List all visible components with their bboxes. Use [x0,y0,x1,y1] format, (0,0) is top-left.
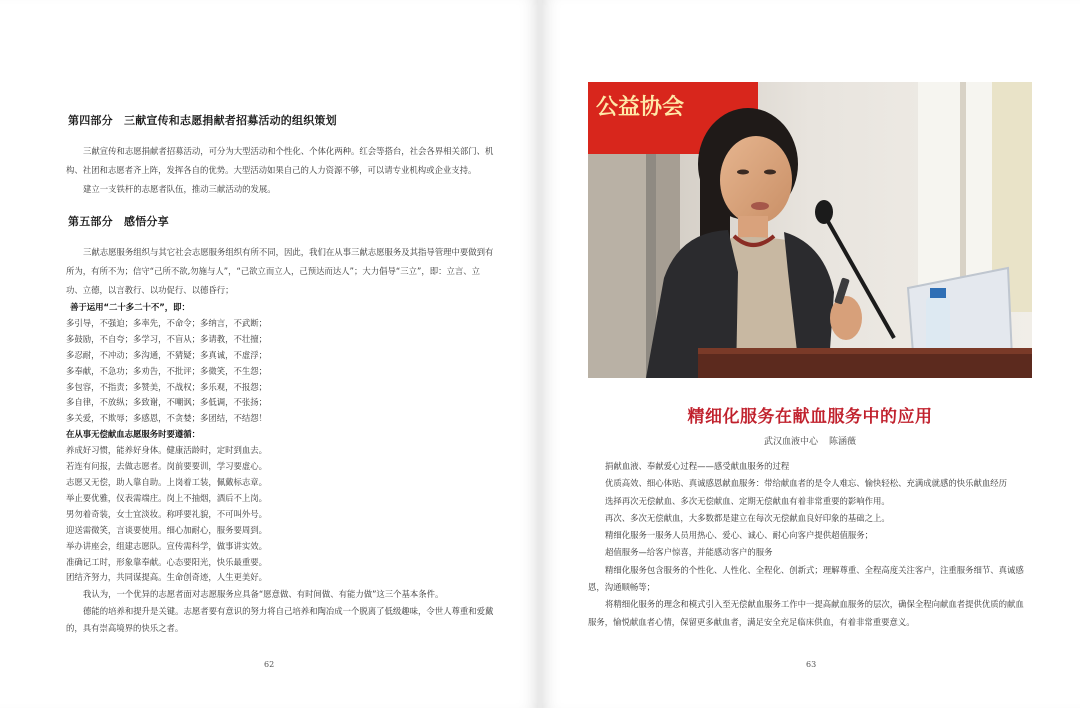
list-item: 多包容，不指责；多赞美，不战权；多乐观，不报怨； [66,381,267,392]
list-item: 举止要优雅，仪表需端庄。岗上不抽烟，酒后不上岗。 [66,492,267,503]
list-item: 团结齐努力，共同谋提高。生命创奇迹，人生更美好。 [66,572,267,583]
principles-list-a [66,300,496,427]
list-item: 多忍耐，不冲动；多沟通，不猜疑；多真诚，不虚浮； [66,349,267,360]
list-item: 养成好习惯，能养好身体。健康活龄时，定时到血去。 [66,445,267,456]
list-item: 多鼓励，不自夸；多学习，不盲从；多请教，不壮擅； [66,333,267,344]
article-paragraph: 再次、多次无偿献血，大多数都是建立在每次无偿献血良好印象的基础之上。 [605,512,890,523]
list-item: 志愿又无偿，助人靠自助。上岗着工装，佩戴标志章。 [66,476,267,487]
list-item: 举办讲座会，组建志愿队。宣传需科学，做事讲实效。 [66,540,267,551]
page-number-left: 62 [264,660,275,669]
article-paragraph: 精细化服务包含服务的个性化、人性化、全程化、创新式；理解尊重、全程高度关注客户，注重服务细节、真诚感恩，沟通顺畅等； [588,564,1024,593]
list-item: 多奉献，不急功；多劝告，不批评；多微笑，不生怨； [66,365,267,376]
list-item: 准确记工时，形象靠奉献。心态要阳光，快乐最重要。 [66,556,267,567]
principles-list-b [66,427,496,586]
list-item: 迎送需微笑，言谈要使用。细心加耐心，服务要周到。 [66,524,267,535]
list-item: 若连有问报，去做志愿者。岗前要要训，学习要虚心。 [66,461,267,472]
article-paragraph: 将精细化服务的理念和模式引入至无偿献血服务工作中一提高献血服务的层次，确保全程向献血者提供优质的献血服务，愉悦献血者心情，保留更多献血者，满足安全充足临床供血，有着非常重要意义。 [588,599,1024,627]
article-paragraph: 精细化服务一服务人员用热心、爱心、诚心、耐心向客户提供超值服务； [605,530,873,541]
article-paragraph: 选择再次无偿献血、多次无偿献血、定期无偿献血有着非常重要的影响作用。 [605,495,890,506]
list-item: 多引导，不强迫；多率先，不命令；多纳言，不武断； [66,317,267,328]
principles-heading-a: 善于运用“二十多二十不”，即： [70,302,190,312]
closing-paragraph-2: 德能的培养和提升是关键。志愿者要有意识的努力将自己培养和陶冶成一个脱离了低级趣味，令世人尊重和爱戴的，具有崇高境界的快乐之者。 [66,606,494,634]
section-4-paragraph-2: 建立一支铁杆的志愿者队伍，推动三献活动的发展。 [83,184,276,194]
right-page-content [588,458,1032,631]
list-item: 多自律，不放纵；多致谢，不嘲讽；多低调，不张扬； [66,397,267,408]
speaker-photo [588,82,1032,378]
article-paragraph: 优质高效、细心体贴、真诚感恩献血服务：带给献血者的是令人难忘、愉快轻松、充满成就感的快乐献血经历 [605,478,1007,489]
byline-organization: 武汉血液中心 [764,437,819,447]
speaker-photo-illustration [588,82,1032,378]
section-4-title: 第四部分 三献宣传和志愿捐献者招募活动的组织策划 [68,114,337,127]
section-5-paragraph-1: 三献志愿服务组织与其它社会志愿服务组织有所不同，因此，我们在从事三献志愿服务及其指导管理中要做到有所为，有所不为；信守“己所不欲,勿施与人”，“己欲立而立人，己预达而达人”；大力倡导“三立”，即：立言、立功、立德，以言教行、以功促行、以德昏行； [66,247,494,295]
byline-author: 陈涵薇 [828,437,856,447]
closing-paragraph-1: 我认为，一个优异的志愿者面对志愿服务应具备“愿意做、有时间做、有能力做”这三个基本条件。 [83,589,444,600]
section-4-paragraph-1: 三献宣传和志愿捐献者招募活动，可分为大型活动和个性化、个体化两种。红会等搭台，社会各界相关部门、机构、社团和志愿者齐上阵，发挥各自的优势。大型活动如果自己的人力资源不够，可以请专业机构或企业支持。 [66,146,494,175]
left-page-content [66,112,496,637]
article-paragraph: 超值服务—给客户惊喜，并能感动客户的服务 [605,547,773,558]
byline [588,434,1032,447]
article-paragraph: 捐献血液、奉献爱心过程——感受献血服务的过程 [605,461,790,471]
article-title: 精细化服务在献血服务中的应用 [687,407,933,427]
section-5-title: 第五部分 感悟分享 [68,215,169,228]
list-item: 多关爱，不欺辱；多感恩，不贪婪；多团结，不结怨！ [66,413,267,424]
banner-text: 公益协会 [596,94,685,120]
page-number-right: 63 [806,660,817,669]
list-item: 男勿着奇装，女士宜淡妆。称呼要礼貌，不可叫外号。 [66,508,267,519]
principles-heading-b: 在从事无偿献血志愿服务时要遵循： [66,429,200,440]
